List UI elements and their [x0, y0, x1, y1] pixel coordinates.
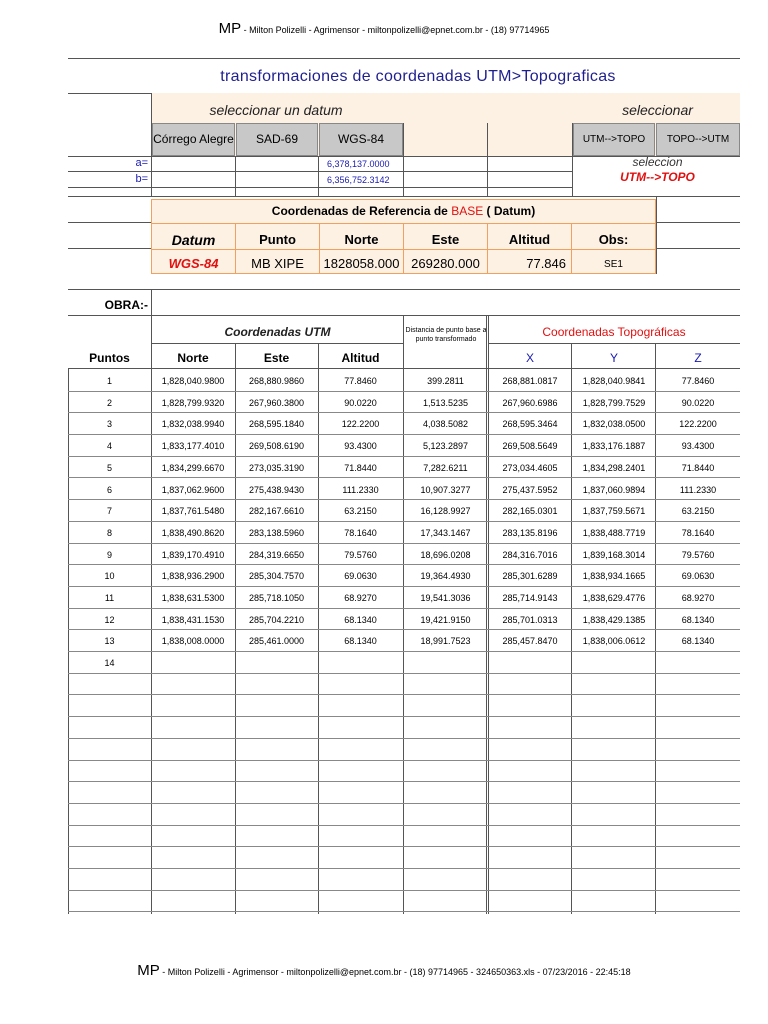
table-cell[interactable]: 90.0220 [344, 397, 377, 408]
selected-mode: UTM-->TOPO [620, 170, 695, 184]
table-cell[interactable]: 275,437.5952 [502, 484, 558, 495]
ref-datum-value[interactable]: WGS-84 [168, 256, 219, 271]
table-cell[interactable]: 1,838,936.2900 [161, 571, 225, 582]
table-cell[interactable]: 285,301.6289 [502, 571, 558, 582]
table-cell[interactable]: 111.2330 [342, 484, 379, 495]
ellipsoid-b-label: b= [135, 173, 148, 185]
table-row [68, 652, 740, 674]
col-header-puntos: Puntos [89, 351, 130, 365]
table-cell[interactable]: 11 [104, 593, 115, 603]
footer-info: - Milton Polizelli - Agrimensor - miltonpolizelli@epnet.com.br - (18) 97714965 - 324650363.xls - 07/23/2016 - 22:45:18 [159, 967, 631, 977]
table-cell[interactable]: 111.2330 [679, 484, 717, 495]
table-cell[interactable]: 68.9270 [681, 593, 715, 603]
table-cell[interactable]: 1,834,299.6670 [161, 462, 225, 473]
ellipsoid-a-value: 6,378,137.0000 [327, 159, 390, 169]
ellipsoid-b-value: 6,356,752.3142 [327, 175, 390, 185]
table-row [68, 804, 740, 826]
table-cell[interactable] [318, 652, 403, 674]
table-row [68, 761, 740, 783]
table-row [68, 479, 740, 501]
divider [151, 93, 152, 196]
table-cell[interactable]: 7 [106, 506, 112, 517]
table-row [68, 630, 740, 652]
table-cell[interactable]: 1,838,006.0612 [582, 636, 646, 647]
table-cell[interactable]: 5,123.2897 [422, 441, 469, 452]
table-cell[interactable]: 6 [106, 484, 112, 495]
table-cell[interactable]: 284,319.6650 [248, 549, 305, 560]
table-cell[interactable]: 1,834,298.2401 [582, 462, 646, 473]
divider [68, 187, 573, 188]
table-cell[interactable]: 1,838,490.8620 [161, 527, 225, 538]
table-row [68, 500, 740, 522]
table-cell[interactable]: 285,714.9143 [502, 593, 558, 603]
table-cell[interactable]: 3 [106, 419, 112, 430]
table-row [68, 609, 740, 631]
table-cell[interactable]: 69.0630 [681, 571, 715, 582]
ref-header-este: Este [431, 232, 460, 247]
table-cell[interactable]: 78.1640 [344, 527, 377, 538]
ref-norte-value[interactable]: 1828058.000 [323, 256, 400, 271]
table-cell[interactable]: 269,508.6190 [248, 441, 305, 452]
table-row [68, 739, 740, 761]
seleccion-label: seleccion [632, 155, 683, 169]
header-mp: MP [218, 20, 242, 37]
table-cell[interactable] [488, 652, 572, 674]
row-divider [68, 911, 740, 912]
table-cell[interactable]: 5 [106, 462, 112, 473]
table-cell[interactable]: 122.2200 [679, 419, 717, 430]
table-row [68, 674, 740, 696]
table-cell[interactable]: 1,833,177.4010 [161, 441, 225, 452]
table-cell[interactable] [572, 652, 656, 674]
table-cell[interactable]: 17,343.1467 [420, 527, 471, 538]
ref-este-value[interactable]: 269280.000 [411, 256, 480, 271]
page-title: transformaciones de coordenadas UTM>Topograficas [220, 68, 616, 85]
table-row [68, 565, 740, 587]
table-cell[interactable]: 13 [104, 636, 115, 647]
divider [68, 368, 740, 369]
reference-title-prefix: Coordenadas de Referencia de [271, 204, 452, 218]
reference-title [151, 204, 656, 218]
table-cell[interactable]: 268,880.9860 [248, 376, 305, 386]
table-cell[interactable]: 268,881.0817 [502, 376, 558, 386]
col-header-z: Z [694, 351, 702, 365]
table-cell[interactable]: 19,421.9150 [420, 614, 471, 625]
table-cell[interactable]: 1,832,038.0500 [582, 419, 646, 430]
table-cell[interactable]: 1,838,631.5300 [161, 593, 225, 603]
ref-header-altitud: Altitud [508, 232, 551, 247]
table-cell[interactable]: 78.1640 [681, 527, 715, 538]
table-cell[interactable]: 71.8440 [344, 462, 377, 473]
table-cell[interactable]: 282,165.0301 [502, 506, 558, 517]
table-row [68, 717, 740, 739]
table-cell[interactable]: 19,364.4930 [420, 571, 471, 582]
divider [318, 156, 319, 196]
table-cell[interactable]: 269,508.5649 [502, 441, 558, 452]
table-cell[interactable]: 283,138.5960 [248, 527, 305, 538]
table-cell[interactable]: 399.2811 [427, 376, 464, 386]
table-cell[interactable]: 1,839,170.4910 [161, 549, 225, 560]
table-cell[interactable]: 10 [104, 571, 115, 582]
table-cell[interactable]: 1,828,799.9320 [161, 397, 225, 408]
table-cell[interactable]: 2 [106, 397, 112, 408]
table-cell[interactable]: 68.1340 [344, 636, 377, 647]
table-cell[interactable]: 267,960.3800 [248, 397, 305, 408]
mode-option-utm-topo[interactable]: UTM-->TOPO [573, 123, 655, 156]
table-cell[interactable]: 267,960.6986 [502, 397, 558, 408]
divider [488, 343, 740, 344]
table-cell[interactable]: 16,128.9927 [420, 506, 471, 517]
table-cell[interactable]: 273,034.4605 [502, 462, 558, 473]
divider [68, 58, 740, 59]
table-cell[interactable]: 63.2150 [681, 506, 715, 517]
table-row [68, 522, 740, 544]
table-cell[interactable]: 1,838,934.1665 [582, 571, 646, 582]
table-cell[interactable]: 7,282.6211 [423, 462, 468, 473]
table-cell[interactable]: 68.1340 [681, 636, 715, 647]
divider [235, 156, 236, 196]
table-cell[interactable]: 268,595.1840 [248, 419, 305, 430]
table-cell[interactable]: 283,135.8196 [502, 527, 558, 538]
table-cell[interactable]: 79.5760 [344, 549, 377, 560]
table-cell[interactable]: 79.5760 [681, 549, 715, 560]
divider [68, 315, 740, 316]
reference-title-suffix: ( Datum) [483, 204, 536, 218]
table-cell[interactable]: 18,991.7523 [420, 636, 471, 647]
ellipsoid-a-label: a= [135, 157, 148, 169]
table-cell[interactable]: 1,828,040.9800 [161, 376, 225, 386]
table-cell[interactable]: 1 [106, 376, 112, 386]
table-cell[interactable]: 273,035.3190 [248, 462, 305, 473]
table-cell[interactable]: 9 [106, 549, 112, 560]
table-cell[interactable]: 1,838,008.0000 [161, 636, 225, 647]
ref-header-norte: Norte [344, 232, 379, 247]
table-row [68, 782, 740, 804]
divider [487, 123, 488, 196]
table-cell[interactable]: 282,167.6610 [248, 506, 305, 517]
group-coordenadas-topograficas: Coordenadas Topográficas [542, 325, 686, 339]
table-cell[interactable]: 14 [104, 658, 115, 669]
table-cell[interactable]: 285,304.7570 [248, 571, 305, 582]
datum-option-corrego-alegre[interactable]: Córrego Alegre [152, 123, 235, 156]
table-cell[interactable]: 93.4300 [344, 441, 377, 452]
ref-altitud-value[interactable]: 77.846 [526, 256, 566, 271]
table-cell[interactable]: 8 [106, 527, 112, 538]
table-row [68, 869, 740, 891]
table-cell[interactable]: 90.0220 [681, 397, 715, 408]
ref-header-datum: Datum [171, 232, 216, 248]
footer-mp: MP [137, 962, 160, 979]
table-cell[interactable]: 1,838,488.7719 [582, 527, 646, 538]
divider [151, 289, 152, 315]
table-row [68, 392, 740, 414]
table-cell[interactable]: 285,718.1050 [248, 593, 305, 603]
reference-title-base: BASE [451, 204, 484, 218]
divider [68, 289, 740, 290]
table-cell[interactable]: 1,837,062.9600 [161, 484, 225, 495]
col-header-y: Y [609, 351, 618, 365]
ref-header-punto: Punto [259, 232, 296, 247]
group-coordenadas-utm: Coordenadas UTM [224, 325, 331, 339]
divider [68, 171, 573, 172]
table-cell[interactable] [151, 652, 235, 674]
col-header-este: Este [263, 351, 290, 365]
table-cell[interactable]: 68.1340 [344, 614, 377, 625]
ref-punto-value[interactable]: MB XIPE [251, 256, 304, 271]
table-cell[interactable]: 1,838,429.1385 [582, 614, 646, 625]
table-cell[interactable]: 284,316.7016 [502, 549, 558, 560]
table-row [68, 847, 740, 869]
table-row [68, 891, 740, 913]
table-cell[interactable]: 1,828,799.7529 [582, 397, 646, 408]
table-cell[interactable]: 1,838,629.4776 [582, 593, 646, 603]
table-cell[interactable]: 1,838,431.1530 [161, 614, 225, 625]
table-cell[interactable]: 68.9270 [344, 593, 377, 603]
table-cell[interactable]: 1,828,040.9841 [582, 376, 646, 386]
table-row [68, 544, 740, 566]
table-cell[interactable]: 18,696.0208 [420, 549, 471, 560]
obra-label: OBRA:- [104, 298, 148, 312]
table-cell[interactable]: 77.8460 [344, 376, 377, 386]
datum-option-wgs84[interactable]: WGS-84 [319, 123, 403, 156]
table-cell[interactable]: 71.8440 [681, 462, 715, 473]
table-cell[interactable]: 1,839,168.3014 [582, 549, 646, 560]
table-cell[interactable]: 285,701.0313 [502, 614, 558, 625]
table-cell[interactable]: 1,832,038.9940 [161, 419, 225, 430]
table-cell[interactable]: 63.2150 [344, 506, 377, 517]
table-cell[interactable]: 275,438.9430 [248, 484, 305, 495]
table-cell[interactable] [656, 652, 740, 674]
mode-select-label: seleccionar [622, 102, 693, 118]
divider [656, 196, 657, 274]
divider [403, 123, 404, 196]
table-cell[interactable] [403, 652, 488, 674]
table-cell[interactable]: 77.8460 [681, 376, 715, 386]
col-header-norte: Norte [177, 351, 209, 365]
table-cell[interactable]: 69.0630 [344, 571, 377, 582]
table-cell[interactable] [235, 652, 318, 674]
table-cell[interactable]: 93.4300 [681, 441, 715, 452]
table-cell[interactable]: 285,704.2210 [248, 614, 305, 625]
table-row [68, 457, 740, 479]
ref-obs-value[interactable]: SE1 [604, 259, 623, 270]
table-cell[interactable]: 4 [106, 441, 112, 452]
table-cell[interactable]: 4,038.5082 [422, 419, 469, 430]
table-cell[interactable]: 1,513.5235 [422, 397, 469, 408]
distance-note: Distancia de punto base a punto transformado [405, 327, 487, 343]
table-cell[interactable]: 1,837,060.9894 [582, 484, 646, 495]
header-info: - Milton Polizelli - Agrimensor - miltonpolizelli@epnet.com.br - (18) 97714965 [241, 25, 550, 35]
table-row [68, 826, 740, 848]
table-cell[interactable]: 268,595.3464 [502, 419, 558, 430]
table-cell[interactable]: 1,837,761.5480 [161, 506, 225, 517]
divider [572, 123, 573, 196]
table-cell[interactable]: 10,907.3277 [420, 484, 471, 495]
table-row [68, 370, 740, 392]
table-cell[interactable]: 122.2200 [341, 419, 380, 430]
table-row [68, 435, 740, 457]
table-row [68, 696, 740, 718]
table-cell[interactable]: 1,833,176.1887 [582, 441, 646, 452]
divider [151, 343, 404, 344]
table-cell[interactable]: 285,457.8470 [502, 636, 558, 647]
table-cell[interactable]: 12 [104, 614, 115, 625]
table-cell[interactable]: 285,461.0000 [248, 636, 305, 647]
col-header-x: X [525, 351, 534, 365]
page-footer [0, 962, 768, 980]
datum-option-sad69[interactable]: SAD-69 [236, 123, 318, 156]
datum-select-label: seleccionar un datum [209, 102, 343, 118]
table-row [68, 587, 740, 609]
ref-header-obs: Obs: [598, 232, 629, 247]
divider [68, 196, 740, 197]
col-header-altitud: Altitud [341, 351, 380, 365]
table-cell[interactable]: 68.1340 [681, 614, 715, 625]
page-header [0, 20, 768, 38]
mode-option-topo-utm[interactable]: TOPO-->UTM [656, 123, 740, 156]
table-cell[interactable]: 19,541.3036 [420, 593, 471, 603]
table-cell[interactable]: 1,837,759.5671 [582, 506, 646, 517]
table-row [68, 413, 740, 435]
